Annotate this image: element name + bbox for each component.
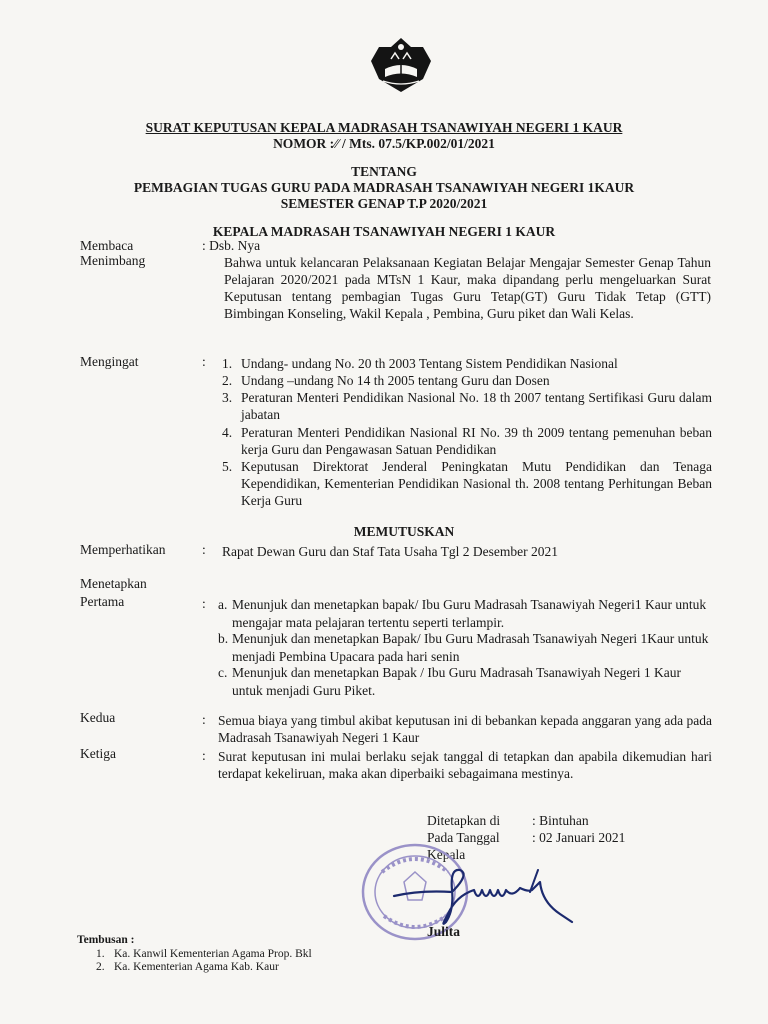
signatory-name: Julita [427, 924, 461, 939]
subject-line-1: PEMBAGIAN TUGAS GURU PADA MADRASAH TSANAWIYAH NEGERI 1KAUR [133, 180, 635, 195]
pertama-item: a. Menunjuk dan menetapkan bapak/ Ibu Guru Madrasah Tsanawiyah Negeri1 Kaur untuk mengajar mata pelajaran tertentu seperti terlampir. [218, 597, 707, 630]
memperhatikan-colon: : [202, 542, 206, 557]
membaca-label: Membaca [80, 238, 134, 253]
cc-item: 2. Ka. Kementerian Agama Kab. Kaur [96, 961, 279, 973]
pertama-item: b. Menunjuk dan menetapkan Bapak/ Ibu Guru Madrasah Tsanawiyah Negeri 1Kaur untuk menjadi Pembina Upacara pada hari senin [218, 631, 709, 664]
mengingat-item: 1. Undang- undang No. 20 th 2003 Tentang Sistem Pendidikan Nasional [222, 356, 618, 371]
mengingat-item: 5. Keputusan Direktorat Jenderal Peningkatan Mutu Pendidikan dan Tenaga Kependidikan, Kementerian Pendidikan Nasional th. 2008 tentang Perhitungan Beban Kerja Guru [222, 459, 712, 508]
subject-line-2: SEMESTER GENAP T.P 2020/2021 [280, 196, 488, 211]
subject-heading: TENTANG [351, 164, 417, 179]
date-value: : 02 Januari 2021 [532, 830, 626, 845]
pertama-label: Pertama [80, 594, 125, 609]
kedua-label: Kedua [80, 710, 116, 725]
date-label: Pada Tanggal [427, 830, 500, 845]
place-label: Ditetapkan di [427, 813, 501, 828]
memperhatikan-text: Rapat Dewan Guru dan Staf Tata Usaha Tgl 2 Desember 2021 [222, 544, 558, 559]
ketiga-label: Ketiga [80, 746, 116, 761]
ketiga-text: Surat keputusan ini mulai berlaku sejak tanggal di tetapkan dan apabila dikemudian hari terdapat kekeliruan, maka akan diperbaiki sebagaimana mestinya. [218, 749, 712, 781]
menetapkan-label: Menetapkan [80, 576, 147, 591]
pertama-colon: : [202, 596, 206, 611]
ketiga-colon: : [202, 748, 206, 763]
mengingat-colon: : [202, 354, 206, 369]
cc-label: Tembusan : [77, 934, 135, 946]
decree-title: SURAT KEPUTUSAN KEPALA MADRASAH TSANAWIYAH NEGERI 1 KAUR [145, 120, 623, 135]
handwritten-signature [390, 862, 600, 932]
menimbang-label: Menimbang [80, 253, 146, 268]
mengingat-item: 3. Peraturan Menteri Pendidikan Nasional No. 18 th 2007 tentang Sertifikasi Guru dalam jabatan [222, 390, 712, 422]
mengingat-item: 4. Peraturan Menteri Pendidikan Nasional RI No. 39 th 2009 tentang pemenuhan beban kerja Guru dan Pengawasan Satuan Pendidikan [222, 425, 712, 457]
position-label: Kepala [427, 847, 466, 862]
menimbang-text: Bahwa untuk kelancaran Pelaksanaan Kegiatan Belajar Mengajar Semester Genap Tahun Pelajaran 2020/2021 pada MTsN 1 Kaur, maka dipandang perlu mengeluarkan Surat Keputusan tentang pembagian Tugas Guru Tetap(GT) Guru Tidak Tetap (GTT) Bimbingan Konseling, Wakil Kepala , Pembina, Guru piket dan Wali Kelas. [224, 255, 711, 321]
cc-item: 1. Ka. Kanwil Kementerian Agama Prop. Bkl [96, 948, 312, 960]
memperhatikan-label: Memperhatikan [80, 542, 166, 557]
kedua-text: Semua biaya yang timbul akibat keputusan ini di bebankan kepada anggaran yang ada pada Madrasah Tsanawiyah Negeri 1 Kaur [218, 713, 712, 745]
issuer-heading: KEPALA MADRASAH TSANAWIYAH NEGERI 1 KAUR [212, 224, 556, 239]
ministry-emblem-logo [365, 37, 437, 93]
mengingat-label: Mengingat [80, 354, 139, 369]
membaca-value: : Dsb. Nya [202, 238, 261, 253]
place-value: : Bintuhan [532, 813, 589, 828]
pertama-item: c. Menunjuk dan menetapkan Bapak / Ibu Guru Madrasah Tsanawiyah Negeri 1 Kaur untuk menjadi Guru Piket. [218, 665, 682, 698]
mengingat-item: 2. Undang –undang No 14 th 2005 tentang Guru dan Dosen [222, 373, 550, 388]
kedua-colon: : [202, 712, 206, 727]
memutuskan-heading: MEMUTUSKAN [353, 524, 455, 539]
decree-number: NOMOR :∕∕ / Mts. 07.5/KP.002/01/2021 [273, 136, 495, 151]
